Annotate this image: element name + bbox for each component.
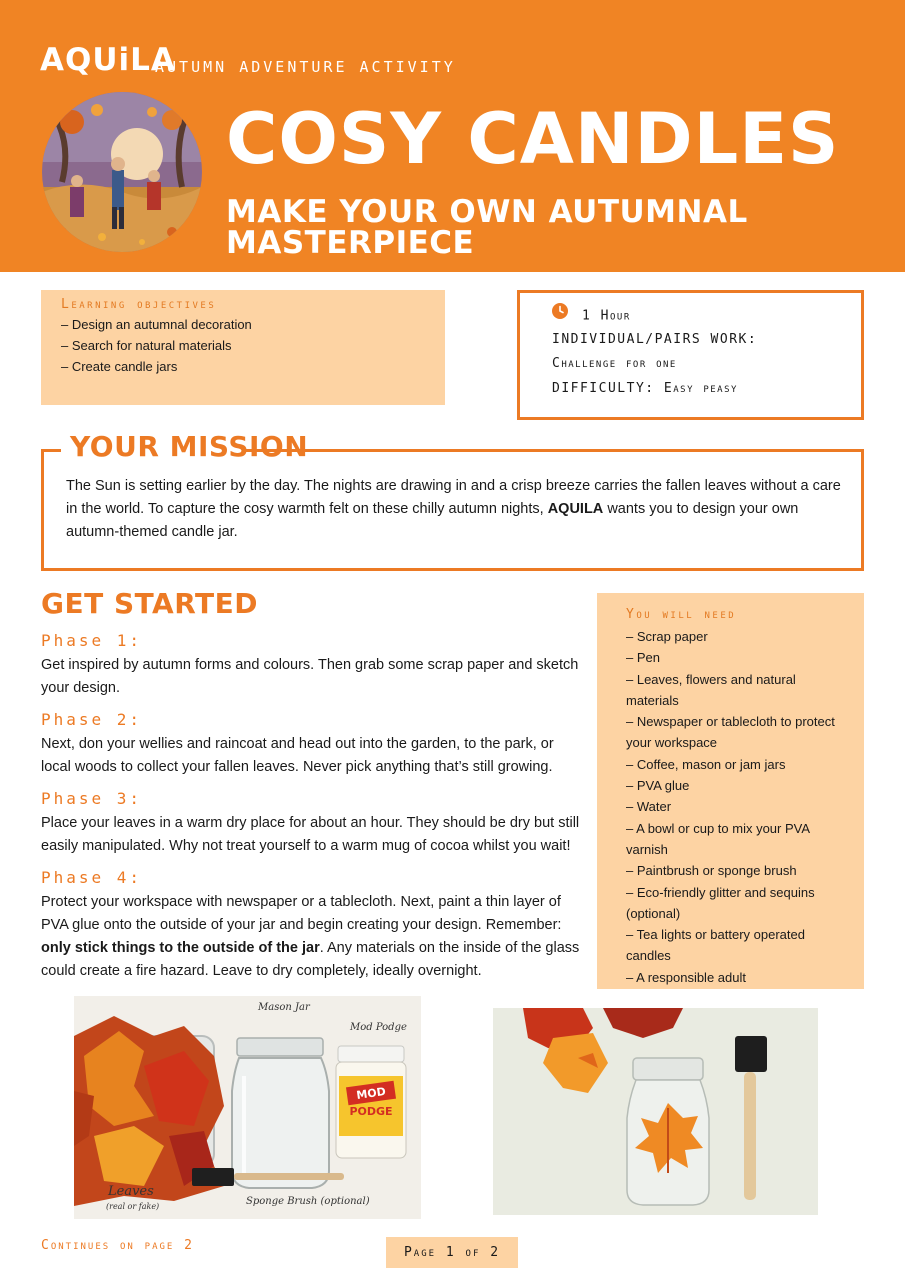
materials-box: [597, 593, 864, 989]
list-item: – Paintbrush or sponge brush: [626, 863, 797, 879]
challenge-type: Challenge for one: [552, 356, 677, 371]
phase-4-text: Protect your workspace with newspaper or a tablecloth. Next, paint a thin layer of PVA glue onto the outside of your jar and begin creating your design. Remember: only stick things to the outside of the jar. Any materials on the inside of the glass could create a fire hazard. Leave to dry completely, ideally overnight.: [41, 894, 580, 979]
page-subtitle: MAKE YOUR OWN AUTUMNAL MASTERPIECE: [226, 194, 748, 261]
difficulty: DIFFICULTY: Easy peasy: [552, 380, 738, 396]
activity-info-box: [517, 290, 864, 420]
brand-subtitle: AUTUMN ADVENTURE ACTIVITY: [155, 58, 456, 76]
phase-2-text: Next, don your wellies and raincoat and head out into the garden, to the park, or local woods to collect your fallen leaves. Never pick anything that’s still growing.: [41, 736, 554, 775]
leaves-label: Leaves: [108, 1184, 154, 1199]
list-item: – Pen: [626, 650, 660, 666]
list-item: – Eco-friendly glitter and sequins (optional): [626, 884, 815, 921]
list-item: – Search for natural materials: [61, 338, 232, 353]
finished-jar-photo: [493, 1008, 818, 1215]
sponge-brush-label: Sponge Brush (optional): [246, 1196, 370, 1207]
phase-1-heading: Phase 1:: [41, 631, 143, 650]
list-item: – Design an autumnal decoration: [61, 317, 252, 332]
phase-1-text: Get inspired by autumn forms and colours. Then grab some scrap paper and sketch your design.: [41, 657, 579, 696]
mission-box: [41, 430, 864, 571]
glue-brand-bottom: PODGE: [349, 1105, 393, 1118]
clock-icon: [552, 303, 568, 329]
mission-text: The Sun is setting earlier by the day. The nights are drawing in and a crisp breeze carries the fallen leaves without a care in the world. To capture the cosy warmth felt on these chilly autumn nights, AQUILA wants you to design your own autumn-themed candle jar.: [66, 478, 841, 540]
list-item: – Scrap paper: [626, 629, 708, 644]
mod-podge-label: Mod Podge: [350, 1022, 407, 1033]
list-item: – Tea lights or battery operated candles: [626, 927, 805, 964]
list-item: – Newspaper or tablecloth to protect your workspace: [626, 714, 835, 751]
materials-heading: You will need: [626, 607, 737, 622]
learning-objectives-box: [41, 290, 445, 405]
autumn-illustration: [42, 92, 202, 252]
objectives-list: [61, 314, 425, 377]
materials-list: [626, 626, 848, 988]
duration-text: 1 Hour: [582, 308, 631, 324]
list-item: – Create candle jars: [61, 359, 178, 374]
mason-jar-label: Mason Jar: [258, 1002, 310, 1013]
list-item: – Leaves, flowers and natural materials: [626, 671, 796, 708]
list-item: – A responsible adult: [626, 969, 746, 985]
mission-heading: YOUR MISSION: [70, 430, 309, 463]
phase-4-heading: Phase 4:: [41, 868, 143, 887]
page-number: Page 1 of 2: [386, 1237, 518, 1268]
work-type: INDIVIDUAL/PAIRS WORK:: [552, 331, 758, 347]
objectives-heading: Learning objectives: [61, 297, 217, 312]
list-item: – Water: [626, 799, 672, 815]
header-banner: [0, 0, 905, 272]
leaves-sublabel: (real or fake): [106, 1202, 160, 1211]
materials-photo: [74, 996, 421, 1219]
glue-brand-top: MOD: [355, 1085, 387, 1102]
list-item: – A bowl or cup to mix your PVA varnish: [626, 820, 810, 857]
continues-note: Continues on page 2: [41, 1238, 194, 1253]
duration-row: [552, 303, 861, 328]
phase-3-heading: Phase 3:: [41, 789, 143, 808]
phase-2-heading: Phase 2:: [41, 710, 143, 729]
list-item: – Coffee, mason or jam jars: [626, 756, 786, 772]
phase-3-text: Place your leaves in a warm dry place for about an hour. They should be dry but still easily manipulated. Why not treat yourself to a warm mug of cocoa whilst you wait!: [41, 815, 580, 854]
page-title: COSY CANDLES: [226, 98, 840, 180]
list-item: – PVA glue: [626, 778, 690, 794]
brand-logo: AQUiLA: [40, 42, 176, 78]
get-started-heading: GET STARTED: [41, 587, 258, 620]
